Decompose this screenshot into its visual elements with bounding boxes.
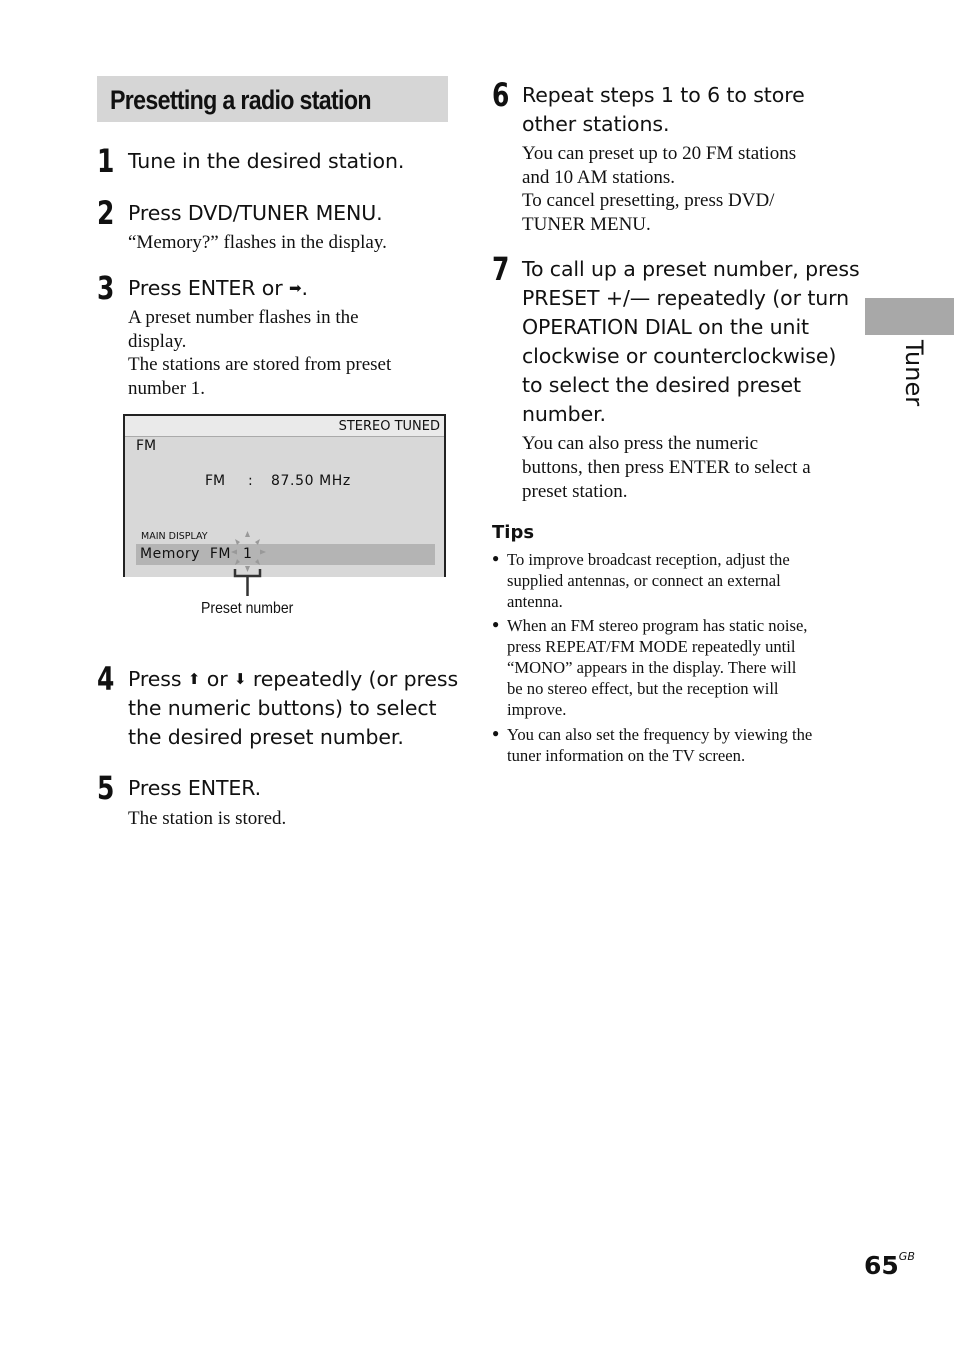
step-4-line-1 bbox=[128, 665, 458, 694]
tip-line: To improve broadcast reception, adjust the bbox=[507, 550, 790, 569]
step-3-text-before: Press ENTER or bbox=[128, 276, 283, 300]
tip-line: antenna. bbox=[507, 592, 563, 611]
step-6-line: other stations. bbox=[522, 112, 670, 136]
step-5-text: Press ENTER. bbox=[128, 776, 262, 800]
up-arrow-icon: ⬆ bbox=[187, 670, 201, 688]
step-3-number: 3 bbox=[97, 269, 115, 307]
step-6-note-line: TUNER MENU. bbox=[522, 214, 651, 235]
page-number bbox=[864, 1250, 915, 1280]
side-tab-marker bbox=[865, 298, 954, 335]
step-3-text bbox=[128, 274, 308, 303]
band-indicator: FM bbox=[136, 438, 157, 454]
step-7-line: PRESET +/— repeatedly (or turn bbox=[522, 286, 850, 310]
side-tab-label: Tuner bbox=[900, 340, 928, 407]
step-7-line: clockwise or counterclockwise) bbox=[522, 344, 837, 368]
freq-band: FM bbox=[205, 473, 226, 489]
down-arrow-icon: ⬇ bbox=[233, 670, 247, 688]
page-number-suffix: GB bbox=[898, 1250, 915, 1263]
tip-line: When an FM stereo program has static noise, bbox=[507, 616, 808, 635]
front-panel-display bbox=[123, 414, 446, 577]
step-4-text: repeatedly (or press bbox=[252, 667, 459, 691]
bullet-icon: ● bbox=[492, 617, 500, 631]
right-arrow-icon: ➡ bbox=[288, 279, 302, 297]
step-7-line: To call up a preset number, press bbox=[522, 257, 860, 281]
tip-line: be no stereo effect, but the reception will bbox=[507, 679, 779, 698]
freq-separator: : bbox=[248, 473, 253, 489]
tips-heading: Tips bbox=[492, 522, 535, 543]
step-4-number: 4 bbox=[97, 660, 115, 698]
tip-line: press REPEAT/FM MODE repeatedly until bbox=[507, 637, 796, 656]
step-6-note-line: To cancel presetting, press DVD/ bbox=[522, 190, 775, 211]
tip-line: improve. bbox=[507, 700, 567, 719]
step-4-press: Press bbox=[128, 667, 182, 691]
step-5-note: The station is stored. bbox=[128, 808, 287, 829]
memory-text: Memory FM bbox=[140, 546, 231, 562]
step-3-text-after: . bbox=[301, 276, 308, 300]
section-header bbox=[97, 76, 448, 122]
step-7-number: 7 bbox=[492, 250, 510, 288]
step-6-line: Repeat steps 1 to 6 to store bbox=[522, 83, 805, 107]
step-7-note-line: preset station. bbox=[522, 481, 628, 502]
step-3-note-line: A preset number flashes in the bbox=[128, 307, 359, 328]
page-number-value: 65 bbox=[864, 1251, 899, 1280]
step-5-number: 5 bbox=[97, 769, 115, 807]
step-6-number: 6 bbox=[492, 76, 510, 114]
step-7-line: number. bbox=[522, 402, 606, 426]
step-3-note-line: The stations are stored from preset bbox=[128, 354, 392, 375]
bullet-icon: ● bbox=[492, 551, 500, 565]
tip-line: “MONO” appears in the display. There will bbox=[507, 658, 797, 677]
preset-number-value: 1 bbox=[243, 546, 252, 562]
flash-indicator-icon bbox=[225, 528, 270, 600]
step-2-text: Press DVD/TUNER MENU. bbox=[128, 201, 383, 225]
step-7-note-line: buttons, then press ENTER to select a bbox=[522, 457, 811, 478]
preset-number-callout: Preset number bbox=[201, 600, 294, 617]
frequency-readout: 87.50 MHz bbox=[271, 473, 351, 489]
tip-line: tuner information on the TV screen. bbox=[507, 746, 746, 765]
tip-line: You can also set the frequency by viewing the bbox=[507, 725, 813, 744]
step-7-line: to select the desired preset bbox=[522, 373, 801, 397]
step-7-note-line: You can also press the numeric bbox=[522, 433, 759, 454]
status-indicator: STEREO TUNED bbox=[338, 419, 440, 434]
tip-line: supplied antennas, or connect an external bbox=[507, 571, 781, 590]
step-1-text: Tune in the desired station. bbox=[128, 149, 405, 173]
step-2-number: 2 bbox=[97, 194, 115, 232]
section-title: Presetting a radio station bbox=[110, 85, 371, 115]
step-7-line: OPERATION DIAL on the unit bbox=[522, 315, 809, 339]
main-display-label: MAIN DISPLAY bbox=[141, 531, 208, 542]
step-3-note-line: display. bbox=[128, 331, 187, 352]
step-6-note-line: and 10 AM stations. bbox=[522, 167, 676, 188]
step-2-note: “Memory?” flashes in the display. bbox=[128, 232, 387, 253]
step-4-line: the numeric buttons) to select bbox=[128, 696, 437, 720]
step-4-line: the desired preset number. bbox=[128, 725, 404, 749]
step-3-note-line: number 1. bbox=[128, 378, 206, 399]
step-6-note-line: You can preset up to 20 FM stations bbox=[522, 143, 797, 164]
step-4-or: or bbox=[206, 667, 228, 691]
step-1-number: 1 bbox=[97, 142, 115, 180]
bullet-icon: ● bbox=[492, 726, 500, 740]
